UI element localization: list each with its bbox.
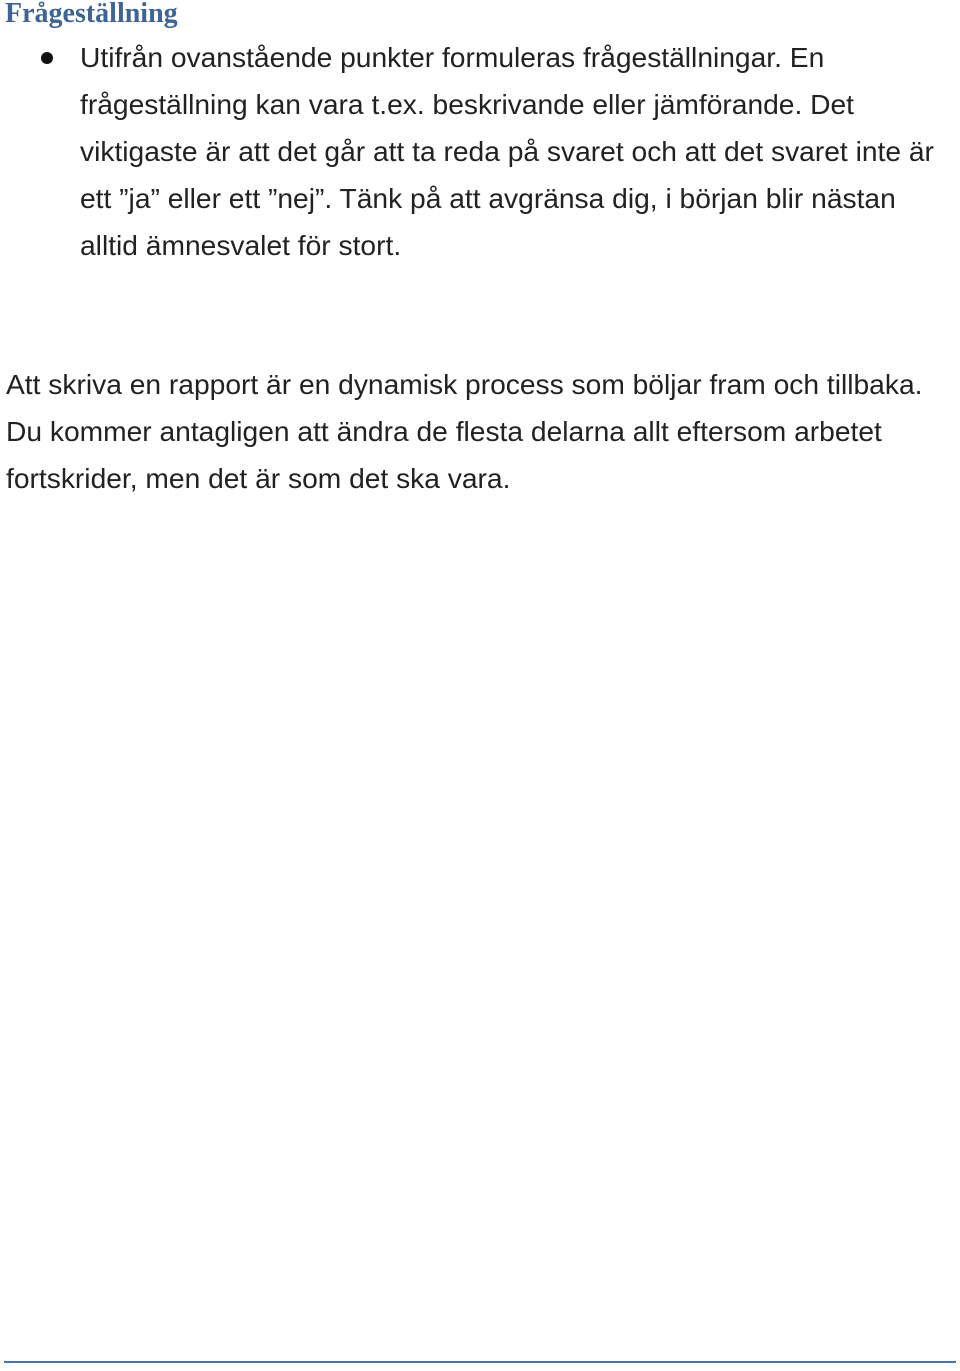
bullet-text: Utifrån ovanstående punkter formuleras frågeställningar. En frågeställning kan vara t.ex. beskrivande eller jämförande. Det viktigaste är att det går att ta reda på svaret och att det svaret inte är ett ”ja” eller ett ”nej”. Tänk på att avgränsa dig, i början blir nästan alltid ämnesvalet för stort. bbox=[80, 41, 934, 261]
section-heading: Frågeställning bbox=[5, 0, 178, 29]
bullet-list bbox=[0, 34, 960, 269]
bullet-dot-icon bbox=[41, 52, 53, 64]
footer-rule bbox=[4, 1361, 956, 1363]
bullet-list-item bbox=[0, 34, 960, 269]
body-paragraph: Att skriva en rapport är en dynamisk process som böljar fram och tillbaka. Du kommer antagligen att ändra de flesta delarna allt eftersom arbetet fortskrider, men det är som det ska vara. bbox=[6, 368, 923, 494]
